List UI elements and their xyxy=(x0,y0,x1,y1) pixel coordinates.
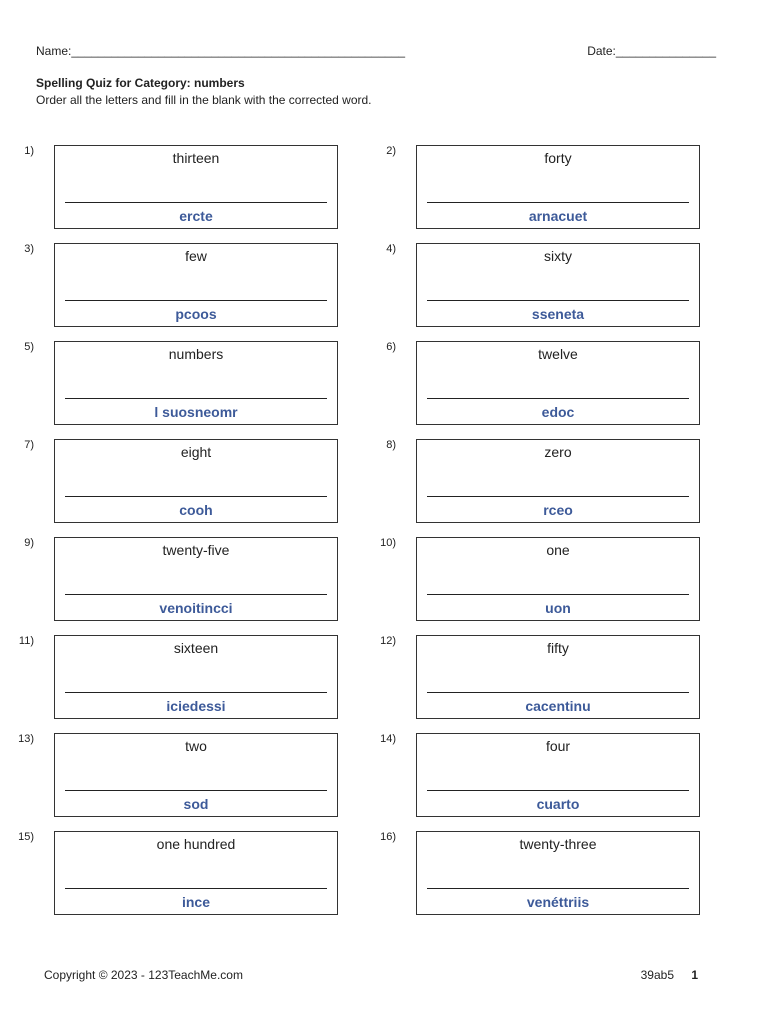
item-box xyxy=(416,145,700,229)
quiz-instructions: Order all the letters and fill in the blank with the corrected word. xyxy=(36,93,372,107)
item-box xyxy=(54,439,338,523)
item-scramble: sod xyxy=(183,796,209,812)
quiz-item xyxy=(380,733,680,817)
quiz-item xyxy=(380,831,680,915)
item-box xyxy=(54,733,338,817)
item-scramble: sseneta xyxy=(531,306,585,322)
answer-line xyxy=(427,594,689,595)
quiz-item xyxy=(24,145,318,229)
item-clue: fifty xyxy=(547,640,569,656)
item-box xyxy=(54,145,338,229)
answer-line xyxy=(65,202,327,203)
quiz-item xyxy=(24,341,318,425)
answer-line xyxy=(427,300,689,301)
quiz-item xyxy=(380,537,680,621)
quiz-item xyxy=(18,831,318,915)
quiz-item xyxy=(18,733,318,817)
answer-line xyxy=(65,692,327,693)
item-number: 12) xyxy=(380,635,396,647)
answer-line xyxy=(427,496,689,497)
quiz-item xyxy=(24,243,318,327)
item-scramble: cuarto xyxy=(536,796,580,812)
item-box xyxy=(416,537,700,621)
answer-line xyxy=(427,398,689,399)
item-scramble: edoc xyxy=(541,404,575,420)
item-scramble: arnacuet xyxy=(528,208,588,224)
answer-line xyxy=(427,790,689,791)
item-clue: sixteen xyxy=(173,640,219,656)
item-clue: two xyxy=(185,738,207,754)
quiz-item xyxy=(24,537,318,621)
item-clue: forty xyxy=(544,150,572,166)
item-box xyxy=(54,635,338,719)
answer-line xyxy=(65,300,327,301)
item-clue: zero xyxy=(544,444,572,460)
quiz-item xyxy=(386,439,680,523)
item-number: 7) xyxy=(24,439,34,451)
item-number: 16) xyxy=(380,831,396,843)
item-clue: twenty-three xyxy=(519,836,597,852)
item-box xyxy=(416,733,700,817)
item-clue: thirteen xyxy=(172,150,220,166)
item-box xyxy=(416,831,700,915)
item-box xyxy=(54,341,338,425)
item-clue: one xyxy=(546,542,570,558)
item-clue: twenty-five xyxy=(162,542,230,558)
item-number: 4) xyxy=(386,243,396,255)
item-number: 8) xyxy=(386,439,396,451)
copyright-text: Copyright © 2023 - 123TeachMe.com xyxy=(44,968,243,982)
item-scramble: cacentinu xyxy=(525,698,591,714)
item-number: 1) xyxy=(24,145,34,157)
item-clue: one hundred xyxy=(156,836,236,852)
answer-line xyxy=(65,496,327,497)
answer-line xyxy=(427,692,689,693)
item-box xyxy=(54,537,338,621)
quiz-item xyxy=(24,439,318,523)
item-box xyxy=(54,831,338,915)
item-clue: sixty xyxy=(544,248,572,264)
item-number: 15) xyxy=(18,831,34,843)
page-number: 1 xyxy=(691,968,698,982)
item-number: 10) xyxy=(380,537,396,549)
item-scramble: pcoos xyxy=(175,306,217,322)
name-field: Name:__________________________________________________ xyxy=(36,44,406,58)
quiz-item xyxy=(386,243,680,327)
quiz-title: Spelling Quiz for Category: numbers xyxy=(36,76,245,90)
answer-line xyxy=(65,888,327,889)
item-scramble: iciedessi xyxy=(166,698,226,714)
item-number: 5) xyxy=(24,341,34,353)
item-clue: few xyxy=(185,248,207,264)
item-scramble: rceo xyxy=(543,502,573,518)
header xyxy=(36,44,716,60)
item-box xyxy=(416,439,700,523)
item-clue: twelve xyxy=(538,346,578,362)
item-scramble: venoitincci xyxy=(159,600,233,616)
item-number: 2) xyxy=(386,145,396,157)
item-scramble: cooh xyxy=(179,502,213,518)
item-box xyxy=(416,635,700,719)
item-number: 14) xyxy=(380,733,396,745)
worksheet-code: 39ab5 xyxy=(640,968,674,982)
quiz-item xyxy=(386,145,680,229)
answer-line xyxy=(427,202,689,203)
item-scramble: ince xyxy=(181,894,210,910)
item-clue: four xyxy=(545,738,571,754)
quiz-item xyxy=(18,635,318,719)
item-box xyxy=(416,341,700,425)
item-scramble: venéttriis xyxy=(526,894,590,910)
item-scramble: uon xyxy=(545,600,571,616)
item-scramble: l suosneomr xyxy=(154,404,238,420)
answer-line xyxy=(65,594,327,595)
item-number: 9) xyxy=(24,537,34,549)
item-box xyxy=(54,243,338,327)
item-clue: numbers xyxy=(168,346,224,362)
item-clue: eight xyxy=(180,444,212,460)
item-number: 11) xyxy=(18,635,34,647)
item-number: 6) xyxy=(386,341,396,353)
answer-line xyxy=(427,888,689,889)
quiz-item xyxy=(386,341,680,425)
date-field: Date:_______________ xyxy=(587,44,716,58)
quiz-item xyxy=(380,635,680,719)
item-box xyxy=(416,243,700,327)
item-number: 13) xyxy=(18,733,34,745)
answer-line xyxy=(65,398,327,399)
item-scramble: ercte xyxy=(179,208,213,224)
item-number: 3) xyxy=(24,243,34,255)
answer-line xyxy=(65,790,327,791)
